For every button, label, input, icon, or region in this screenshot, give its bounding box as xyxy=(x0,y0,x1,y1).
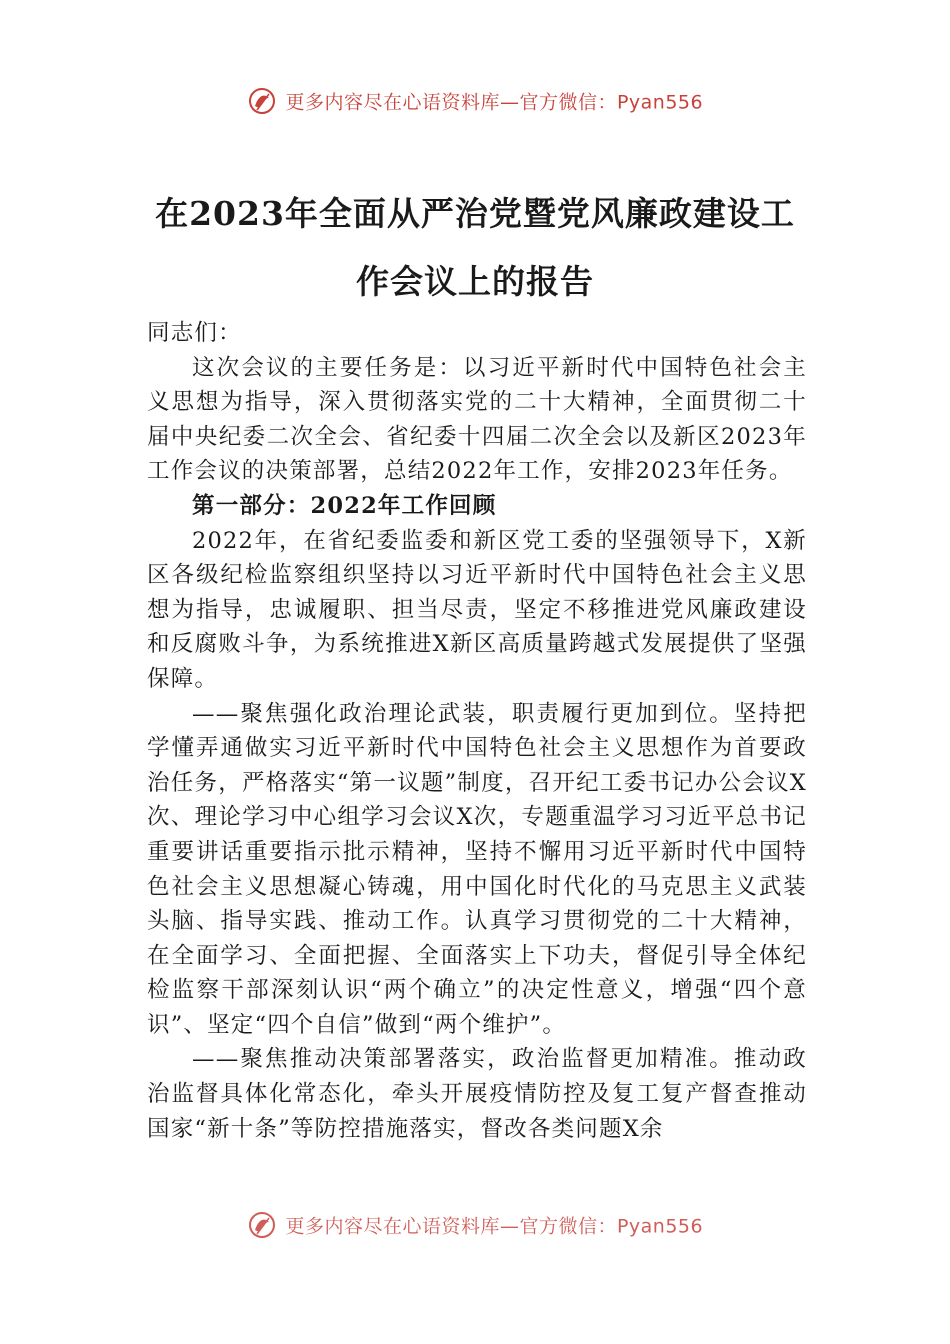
watermark-footer xyxy=(0,1210,950,1240)
body-paragraph: ——聚焦强化政治理论武装，职责履行更加到位。坚持把学懂弄通做实习近平新时代中国特色社会主义思想作为首要政治任务，严格落实“第一议题”制度，召开纪工委书记办公会议X次、理论学习中心组学习会议X次，专题重温学习习近平总书记重要讲话重要指示批示精神，坚持不懈用习近平新时代中国特色社会主义思想凝心铸魂，用中国化时代化的马克思主义武装头脑、指导实践、推动工作。认真学习贯彻党的二十大精神，在全面学习、全面把握、全面落实上下功夫，督促引导全体纪检监察干部深刻认识“两个确立”的决定性意义，增强“四个意识”、坚定“四个自信”做到“两个维护”。 xyxy=(147,700,807,1038)
salutation: 同志们： xyxy=(147,320,242,346)
watermark-text: 更多内容尽在心语资料库—官方微信：Pyan556 xyxy=(285,1215,704,1238)
body-paragraph: ——聚焦推动决策部署落实，政治监督更加精准。推动政治监督具体化常态化，牵头开展疫情防控及复工复产督查推动国家“新十条”等防控措施落实，督改各类问题X余 xyxy=(147,1046,807,1142)
watermark-logo-icon xyxy=(247,86,277,116)
watermark-logo-icon xyxy=(247,1210,277,1240)
document-title xyxy=(140,180,810,316)
document-body xyxy=(147,316,807,1146)
title-line-2: 作会议上的报告 xyxy=(356,262,594,301)
watermark-header xyxy=(0,86,950,116)
intro-paragraph: 这次会议的主要任务是：以习近平新时代中国特色社会主义思想为指导，深入贯彻落实党的二十大精神，全面贯彻二十届中央纪委二次全会、省纪委十四届二次全会以及新区2023年工作会议的决策部署，总结2022年工作，安排2023年任务。 xyxy=(147,354,807,485)
section-heading: 第一部分：2022年工作回顾 xyxy=(192,492,497,519)
watermark-text: 更多内容尽在心语资料库—官方微信：Pyan556 xyxy=(285,91,704,114)
title-line-1: 在2023年全面从严治党暨党风廉政建设工 xyxy=(155,194,795,233)
body-paragraph: 2022年，在省纪委监委和新区党工委的坚强领导下，X新区各级纪检监察组织坚持以习近平新时代中国特色社会主义思想为指导，忠诚履职、担当尽责，坚定不移推进党风廉政建设和反腐败斗争，为系统推进X新区高质量跨越式发展提供了坚强保障。 xyxy=(147,527,807,692)
